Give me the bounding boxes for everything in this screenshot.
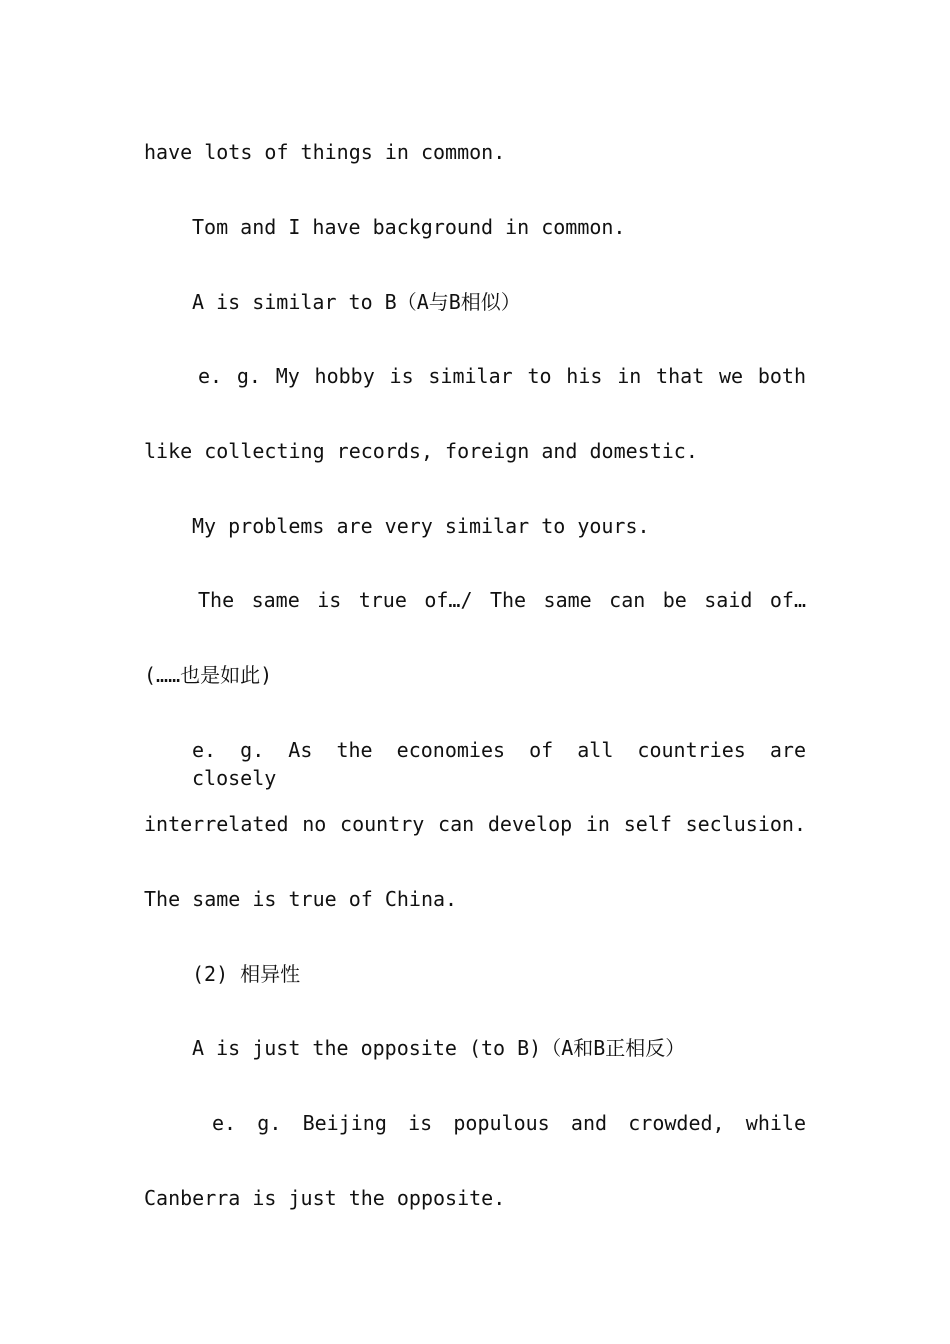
pattern-heading: The same is true of…/ The same can be said of… <box>198 588 806 612</box>
example-sentence: e. g. My hobby is similar to his in that we both <box>198 364 806 388</box>
example-sentence: e. g. As the economies of all countries are closely <box>192 738 806 790</box>
example-sentence: Tom and I have background in common. <box>192 215 626 239</box>
example-sentence: e. g. Beijing is populous and crowded, while <box>212 1111 806 1135</box>
text-line-continuation: have lots of things in common. <box>144 140 506 164</box>
text-line-continuation: interrelated no country can develop in self seclusion. <box>144 812 806 836</box>
example-sentence: My problems are very similar to yours. <box>192 514 650 538</box>
text-line-continuation: The same is true of China. <box>144 887 458 911</box>
text-line-continuation: Canberra is just the opposite. <box>144 1186 506 1210</box>
section-heading: (2) 相异性 <box>192 962 301 986</box>
pattern-heading: A is similar to B（A与B相似） <box>192 290 521 314</box>
pattern-heading: A is just the opposite (to B)（A和B正相反） <box>192 1036 686 1060</box>
pattern-translation: (……也是如此) <box>144 663 273 687</box>
text-line-continuation: like collecting records, foreign and domestic. <box>144 439 698 463</box>
